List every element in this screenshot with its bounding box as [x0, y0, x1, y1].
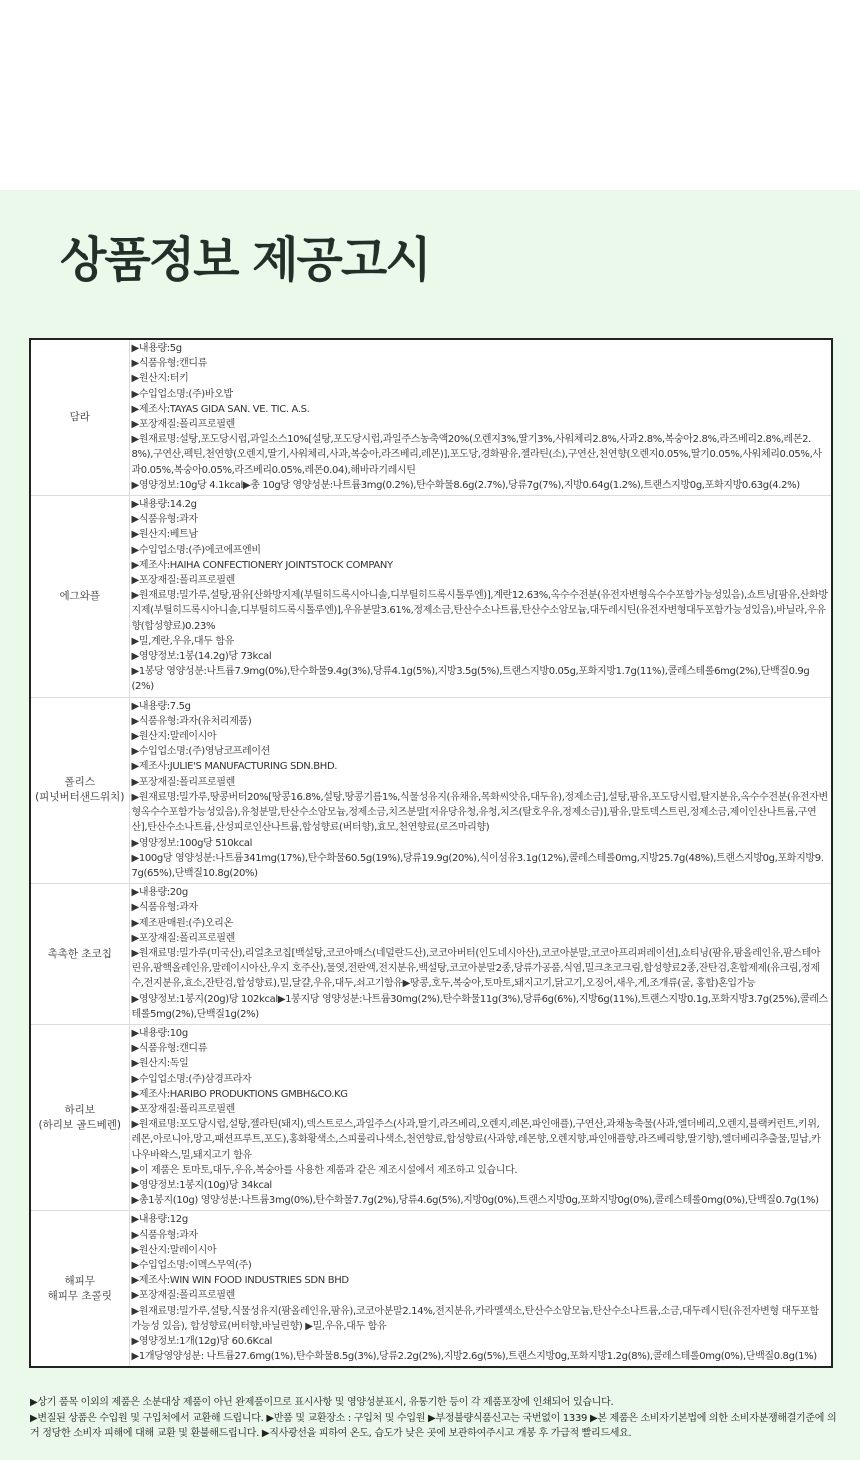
detail-line: ▶내용량:12g	[131, 1214, 188, 1226]
product-name: 하리보 (하리보 골드베렌)	[30, 1024, 129, 1210]
product-name: 담라	[30, 339, 129, 496]
detail-line: ▶수입업소명:이멕스무역(주)	[131, 1259, 252, 1271]
detail-line: ▶식품유형:캔디류	[131, 358, 208, 370]
product-name: 에그와플	[30, 496, 129, 698]
detail-line: ▶밀,계란,우유,대두 함유	[131, 635, 234, 647]
detail-line: ▶원재료명:밀가루,설탕,팜유[산화방지제(부틸히드록시아니솔,디부틸히드록시톨루엔)],계란12.63%,옥수수전분(유전자변형옥수수포함가능성있음),쇼트닝[팜유,산화방지제(부틸히드록시아니솔,디부틸히드록시톨루엔)],우유분말3.61%,정제소금,탄산수소나트륨,탄산수소암모늄,대두레시틴(유전자변형대두포함가능성있음),바닐라,우유향(합성향료)0.23%	[131, 590, 828, 632]
detail-line: ▶이 제품은 토마토,대두,우유,복숭아를 사용한 제품과 같은 제조시설에서 제조하고 있습니다.	[131, 1164, 518, 1176]
detail-line: ▶원재료명:설탕,포도당시럽,과일소스10%[설탕,포도당시럽,과일주스농축액20%(오렌지3%,딸기3%,사워체리2.8%,사과2.8%,복숭아2.8%,라즈베리2.8%,레몬2.8%),구연산,펙틴,천연향(오렌지,딸기,사워체리,사과,복숭아,라즈베리,레몬)],포도당,경화팜유,젤라틴(소),구연산,천연향(오렌지0.05%,딸기0.05%,사워체리0.05%,사과0.05%,복숭아0.05%,라즈베리0.05%,레몬0.04),해바라기레시틴	[131, 434, 822, 476]
detail-line: ▶내용량:14.2g	[131, 499, 197, 511]
detail-line: ▶포장재질:폴리프로필렌	[131, 1290, 235, 1302]
detail-line: ▶총1봉지(10g) 영양성분:나트륨3mg(0%),탄수화물7.7g(2%),당류4.6g(5%),지방0g(0%),트랜스지방0g,포화지방0g(0%),콜레스테롤0mg(0%),단백질0.7g(1%)	[131, 1195, 819, 1207]
detail-line: ▶제조사:WIN WIN FOOD INDUSTRIES SDN BHD	[131, 1275, 349, 1287]
product-name: 해피무 해피무 초콜릿	[30, 1211, 129, 1368]
detail-line: ▶수입업소명:(주)에코에프엔비	[131, 544, 261, 556]
footer-line: ▶변질된 상품은 수입원 및 구입처에서 교환해 드립니다. ▶반품 및 교환장소 : 구입처 및 수입원 ▶부정불량식품신고는 국번없이 1339 ▶본 제품은 소비자기본법에 의한 소비자분쟁해결기준에 의거 정당한 소비자 피해에 대해 교환 및 환불해드립니다. ▶직사광선을 피하여 온도, 습도가 낮은 곳에 보관하여주시고 개봉 후 가급적 빨리드세요.	[30, 1412, 837, 1439]
product-row	[30, 339, 832, 496]
detail-line: ▶포장재질:폴리프로필렌	[131, 1103, 235, 1115]
detail-line: ▶내용량:10g	[131, 1027, 188, 1039]
product-details	[129, 496, 832, 698]
detail-line: ▶내용량:5g	[131, 343, 182, 354]
info-panel	[0, 190, 860, 1460]
product-details	[129, 884, 832, 1025]
product-row	[30, 884, 832, 1025]
detail-line: ▶원재료명:밀가루(미국산),리얼초코칩[백설탕,코코아매스(네덜란드산),코코아버터(인도네시아산),코코아분말,코코아프리퍼레이션],쇼티닝(팜유,팜올레인유,팜스테아린유,팜핵올레인유,말레이시아산,우지 호주산),물엿,전란액,전지분유,백설탕,코코아분말2종,당류가공품,식염,밀크초코크림,합성향료2종,잔탄검,혼합제제(유크림,정제수,전지분유,효소,잔탄검,합성향료),밀,달걀,우유,대두,쇠고기함유▶땅콩,호두,복숭아,토마토,돼지고기,닭고기,오징어,새우,게,조개류(굴, 홍합)혼입가능	[131, 947, 821, 990]
detail-line: ▶원재료명:포도당시럽,설탕,젤라틴(돼지),덱스트로스,과일주스(사과,딸기,라즈베리,오렌지,레몬,파인애플),구연산,과채농축물(사과,엘더베리,오렌지,블랙커런트,키위,레몬,아로니아,망고,패션프루트,포도),홍화황색소,스피룰리나색소,천연향료,합성향료(사과향,레몬향,오렌지향,파인애플향,라즈베리향,딸기향),엘더베리추출물,밀납,카나우바왁스,밀,돼지고기 함유	[131, 1119, 821, 1161]
detail-line: ▶식품유형:과자	[131, 1229, 198, 1241]
detail-line: ▶내용량:7.5g	[131, 700, 191, 712]
detail-line: ▶영양정보:1봉(14.2g)당 73kcal	[131, 651, 272, 663]
detail-line: ▶포장재질:폴리프로필렌	[131, 932, 235, 944]
detail-line: ▶제조사:HARIBO PRODUKTIONS GMBH&CO.KG	[131, 1088, 348, 1100]
detail-line: ▶제조사:TAYAS GIDA SAN. VE. TIC. A.S.	[131, 403, 310, 415]
detail-line: ▶영양정보:100g당 510kcal	[131, 837, 253, 849]
product-details	[129, 697, 832, 883]
detail-line: ▶식품유형:과자	[131, 902, 198, 914]
product-info-table	[29, 338, 833, 1368]
product-row	[30, 697, 832, 883]
page-title: 상품정보 제공고시	[60, 232, 430, 288]
detail-line: ▶영양정보:1개(12g)당 60.6Kcal	[131, 1336, 273, 1347]
product-name: 폴리스 (피넛버터샌드위치)	[30, 697, 129, 883]
product-details	[129, 339, 832, 496]
detail-line: ▶식품유형:캔디류	[131, 1043, 208, 1055]
product-row	[30, 1024, 832, 1210]
detail-line: ▶포장재질:폴리프로필렌	[131, 419, 235, 431]
detail-line: ▶원산지:독일	[131, 1058, 189, 1070]
detail-line: ▶원산지:터키	[131, 373, 189, 385]
product-row	[30, 1211, 832, 1368]
footer-line: ▶상기 품목 이외의 제품은 소분대상 제품이 아닌 완제품이므로 표시사항 및 영양성분표시, 유통기한 등이 각 제품포장에 인쇄되어 있습니다.	[30, 1397, 614, 1408]
product-name: 촉촉한 초코칩	[30, 884, 129, 1025]
detail-line: ▶원재료명:밀가루,땅콩버터20%[땅콩16.8%,설탕,땅콩기름1%,식물성유지(유채유,목화씨앗유,대두유),정제소금],설탕,팜유,포도당시럽,탈지분유,옥수수전분(유전자변형옥수수포함가능성있음),유청분말,탄산수소암모늄,정제소금,치즈분말[저유당유청,유청,치즈(탈호우유,정제소금)],팜유,말토덱스트린,정제소금,제이인산나트륨,구연산],탄산수소나트륨,산성피로인산나트륨,합성향료(버터향),효모,천연향료(로즈마리향)	[131, 791, 828, 834]
detail-line: ▶제조사:JULIE'S MANUFACTURING SDN.BHD.	[131, 761, 338, 773]
detail-line: ▶포장재질:폴리프로필렌	[131, 776, 235, 788]
product-row	[30, 496, 832, 698]
detail-line: ▶영양정보:1봉지(20g)당 102kcal▶1봉지당 영양성분:나트륨30mg(2%),탄수화물11g(3%),당류6g(6%),지방6g(11%),트랜스지방0.1g,포화지방3.7g(25%),콜레스테롤5mg(2%),단백질1g(2%)	[131, 993, 828, 1020]
detail-line: ▶100g당 영양성분:나트륨341mg(17%),탄수화물60.5g(19%),당류19.9g(20%),식이섬유3.1g(12%),콜레스테롤0mg,지방25.7g(48%),트랜스지방0g,포화지방9.7g(65%),단백질10.8g(20%)	[131, 852, 824, 879]
detail-line: ▶1봉당 영양성분:나트륨7.9mg(0%),탄수화물9.4g(3%),당류4.1g(5%),지방3.5g(5%),트랜스지방0.05g,포화지방1.7g(11%),콜레스테롤6mg(2%),단백질0.9g(2%)	[131, 666, 810, 693]
detail-line: ▶영양정보:1봉지(10g)당 34kcal	[131, 1179, 272, 1191]
footer-notes	[30, 1395, 840, 1442]
detail-line: ▶식품유형:과자(유처리제품)	[131, 715, 252, 727]
detail-line: ▶포장재질:폴리프로필렌	[131, 575, 235, 587]
detail-line: ▶영양정보:10g당 4.1kcal▶총 10g당 영양성분:나트륨3mg(0.2%),탄수화물8.6g(2.7%),당류7g(7%),지방0.64g(1.2%),트랜스지방0g,포화지방0.63g(4.2%)	[131, 479, 800, 491]
detail-line: ▶1개당영양성분: 나트륨27.6mg(1%),탄수화물8.5g(3%),당류2.2g(2%),지방2.6g(5%),트랜스지방0g,포화지방1.2g(8%),콜레스테롤0mg(0%),단백질0.8g(1%)	[131, 1351, 817, 1363]
detail-line: ▶수입업소명:(주)바오밥	[131, 388, 233, 400]
detail-line: ▶원재료명:밀가루,설탕,식물성유지(팜올레인유,팜유),코코아분말2.14%,전지분유,카라멜색소,탄산수소암모늄,탄산수소나트륨,소금,대두레시틴(유전자변형 대두포함 가능성 있음), 합성향료(버터향,바닐린향) ▶밀,우유,대두 함유	[131, 1305, 819, 1332]
detail-line: ▶제조사:HAIHA CONFECTIONERY JOINTSTOCK COMPANY	[131, 559, 393, 571]
detail-line: ▶원산지:베트남	[131, 529, 198, 541]
detail-line: ▶원산지:말레이시아	[131, 1244, 217, 1256]
detail-line: ▶수입업소명:(주)삼경프라자	[131, 1073, 252, 1085]
detail-line: ▶제조판매원:(주)오리온	[131, 917, 233, 929]
detail-line: ▶내용량:20g	[131, 887, 188, 899]
top-blank-area	[0, 0, 860, 190]
detail-line: ▶수입업소명:(주)영남코프레이션	[131, 746, 270, 758]
detail-line: ▶원산지:말레이시아	[131, 731, 217, 743]
product-details	[129, 1211, 832, 1368]
product-details	[129, 1024, 832, 1210]
detail-line: ▶식품유형:과자	[131, 514, 198, 526]
